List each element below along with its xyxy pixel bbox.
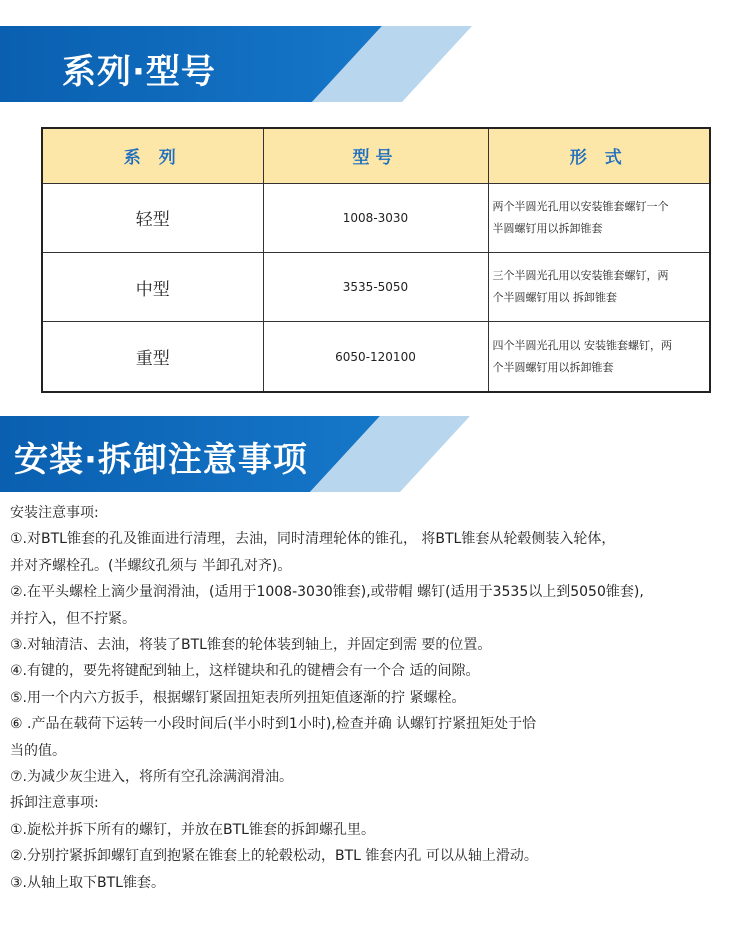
- model-cell: 3535-5050: [263, 252, 488, 321]
- note-line: ⑤.用一个内六方扳手，根据螺钉紧固扭矩表所列扭矩值逐渐的拧 紧螺栓。: [10, 689, 466, 706]
- form-line: 两个半圆光孔用以安装锥套螺钉一个: [492, 199, 669, 213]
- table-row: [42, 252, 710, 321]
- notes-heading-install: 安装注意事项:: [10, 505, 99, 521]
- note-line: ③.对轴清洁、去油，将装了BTL锥套的轮体装到轴上，并固定到需 要的位置。: [10, 637, 492, 654]
- note-line: ⑦.为减少灰尘进入，将所有空孔涂满润滑油。: [10, 769, 293, 786]
- note-line: ①.旋松并拆下所有的螺钉，并放在BTL锥套的拆卸螺孔里。: [10, 821, 375, 838]
- note-line: 并拧入，但不拧紧。: [10, 610, 136, 627]
- form-line: 个半圆螺钉用以拆卸锥套: [492, 360, 614, 374]
- series-cell: 重型: [42, 322, 263, 392]
- note-line: 当的值。: [10, 742, 66, 759]
- note-line: ④.有键的，要先将键配到轴上，这样键块和孔的键槽会有一个合 适的间隙。: [10, 663, 480, 680]
- header-model: 型号: [263, 128, 488, 183]
- model-cell: 1008-3030: [263, 183, 488, 252]
- notes-heading-removal: 拆卸注意事项:: [10, 795, 99, 812]
- table-row: [42, 183, 710, 252]
- header-series: 系 列: [42, 128, 263, 183]
- section-title-install: 安装·拆卸注意事项: [14, 440, 308, 480]
- form-line: 半圆螺钉用以拆卸锥套: [492, 221, 603, 235]
- form-cell: [488, 252, 710, 321]
- form-cell: [488, 322, 710, 392]
- model-cell: 6050-120100: [263, 322, 488, 392]
- note-line: ⑥ .产品在载荷下运转一小段时间后(半小时到1小时),检查并确 认螺钉拧紧扭矩处于恰: [10, 716, 537, 733]
- note-line: 并对齐螺栓孔。(半螺纹孔须与 半卸孔对齐)。: [10, 557, 292, 574]
- form-cell: [488, 183, 710, 252]
- form-line: 四个半圆光孔用以 安装锥套螺钉，两: [492, 338, 672, 352]
- series-cell: 中型: [42, 252, 263, 321]
- table-row: [42, 322, 710, 392]
- note-line: ①.对BTL锥套的孔及锥面进行清理，去油，同时清理轮体的锥孔， 将BTL锥套从轮毂侧装入轮体，: [10, 531, 616, 548]
- form-line: 三个半圆光孔用以安装锥套螺钉，两: [492, 269, 669, 283]
- note-line: ②.分别拧紧拆卸螺钉直到抱紧在锥套上的轮毂松动，BTL 锥套内孔 可以从轴上滑动。: [10, 848, 538, 865]
- model-spec-table: [41, 127, 711, 393]
- note-line: ③.从轴上取下BTL锥套。: [10, 874, 165, 891]
- note-line: ②.在平头螺栓上滴少量润滑油，(适用于1008-3030锥套),或带帽 螺钉(适用于3535以上到5050锥套),: [10, 584, 644, 601]
- series-cell: 轻型: [42, 183, 263, 252]
- form-line: 个半圆螺钉用以 拆卸锥套: [492, 291, 617, 305]
- table-header-row: [42, 128, 710, 183]
- header-form: 形 式: [488, 128, 710, 183]
- section-title-series: 系列·型号: [62, 52, 216, 92]
- installation-notes: [10, 500, 745, 896]
